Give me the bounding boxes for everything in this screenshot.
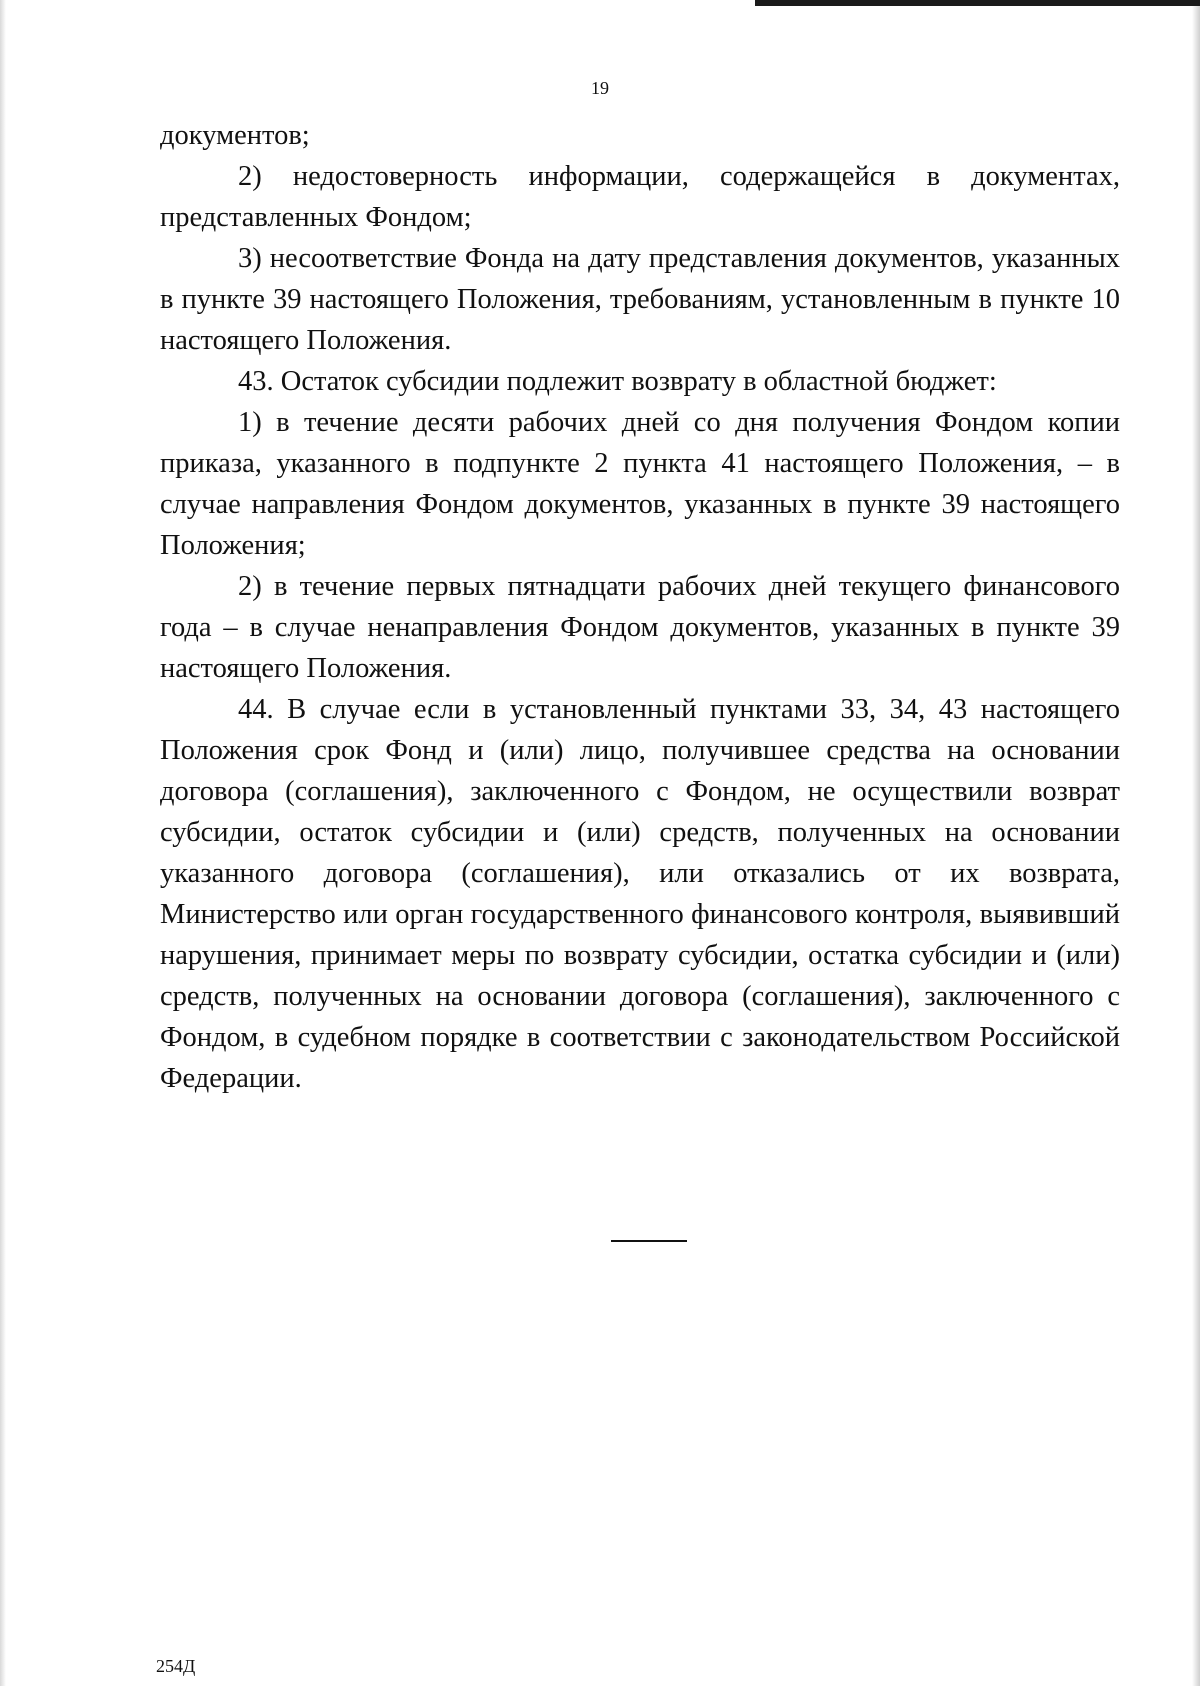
paragraph-item-3-noncompliance: 3) несоответствие Фонда на дату представления документов, указанных в пункте 39 настоящего Положения, требованиям, установленным в пункте 10 настоящего Положения. bbox=[160, 243, 1120, 356]
paragraph-clause-43-item-1: 1) в течение десяти рабочих дней со дня получения Фондом копии приказа, указанного в подпункте 2 пункта 41 настоящего Положения, – в случае направления Фондом документов, указанных в пункте 39 настоящего Положения; bbox=[160, 407, 1120, 561]
scan-bar-top bbox=[755, 0, 1200, 6]
document-body bbox=[160, 115, 1120, 1099]
end-of-text-rule bbox=[611, 1240, 687, 1242]
paragraph-clause-43-item-2: 2) в течение первых пятнадцати рабочих дней текущего финансового года – в случае ненаправления Фондом документов, указанных в пункте 39 настоящего Положения. bbox=[160, 571, 1120, 684]
page-number: 19 bbox=[591, 78, 609, 98]
paragraph-clause-44: 44. В случае если в установленный пунктами 33, 34, 43 настоящего Положения срок Фонд и (или) лицо, получившее средства на основании договора (соглашения), заключенного с Фондом, не осуществили возврат субсидии, остаток субсидии и (или) средств, полученных на основании указанного договора (соглашения), или отказались от их возврата, Министерство или орган государственного финансового контроля, выявивший нарушения, принимает меры по возврату субсидии, остатка субсидии и (или) средств, полученных на основании договора (соглашения), заключенного с Фондом, в судебном порядке в соответствии с законодательством Российской Федерации. bbox=[160, 694, 1120, 1094]
scan-edge-right bbox=[1192, 0, 1200, 1686]
paragraph-continuation: документов; bbox=[160, 120, 310, 151]
scan-edge-left bbox=[0, 0, 6, 1686]
paragraph-clause-43: 43. Остаток субсидии подлежит возврату в областной бюджет: bbox=[238, 366, 997, 397]
document-code: 254Д bbox=[156, 1656, 196, 1676]
paragraph-item-2-unreliability: 2) недостоверность информации, содержащейся в документах, представленных Фондом; bbox=[160, 161, 1120, 233]
